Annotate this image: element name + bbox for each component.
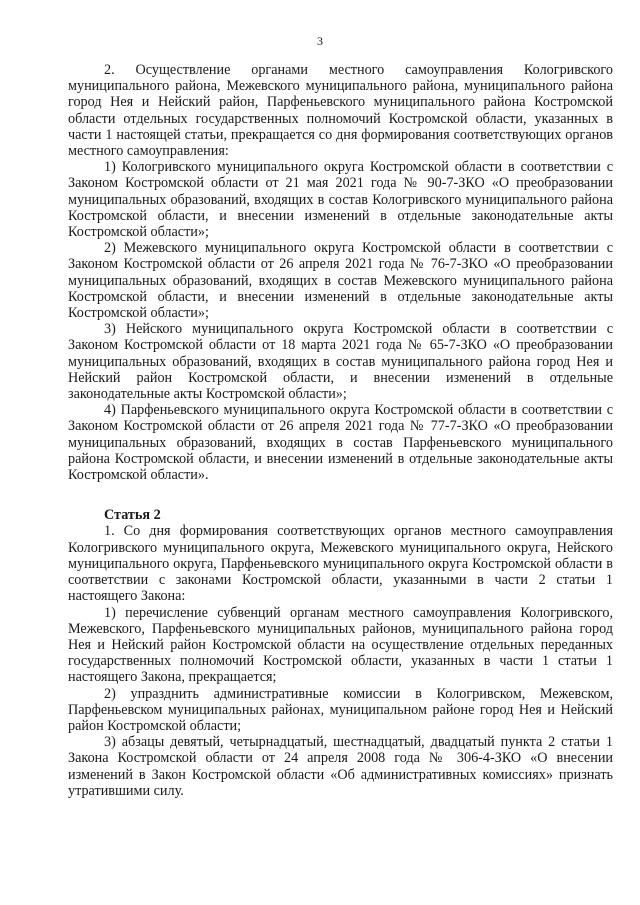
- list-item-3: 3) Нейского муниципального округа Костромской области в соответствии с Законом Костромской области от 18 марта 2021 года № 65-7-ЗКО «О преобразовании муниципальных образований, входящих в состав муниципального района город Нея и Нейский район Костромской области, и внесении изменений в отдельные законодательные акты Костромской области»;: [68, 321, 613, 403]
- list-item-4: 4) Парфеньевского муниципального округа Костромской области в соответствии с Законом Костромской области от 26 апреля 2021 года № 77-7-ЗКО «О преобразовании муниципальных образований, входящих в состав Парфеньевского муниципального района Костромской области, и внесении изменений в отдельные законодательные акты Костромской области».: [68, 402, 613, 484]
- article-heading: Статья 2: [104, 507, 161, 524]
- article-2-item-2: 2) упразднить административные комиссии в Кологривском, Межевском, Парфеньевском муниципальных районах, муниципальном районе город Нея и Нейский район Костромской области;: [68, 685, 613, 734]
- article-2-item-1: 1) перечисление субвенций органам местного самоуправления Кологривского, Межевского, Парфеньевского муниципальных районов, муниципального района город Нея и Нейский район Костромской области на осуществление отдельных переданных государственных полномочий Костромской области, указанных в части 1 статьи 1 настоящего Закона, прекращается;: [68, 604, 613, 686]
- article-2-part-1: 1. Со дня формирования соответствующих органов местного самоуправления Кологривского муниципального округа, Межевского муниципального округа, Нейского муниципального округа, Парфеньевского муниципального округа Костромской области в соответствии с законами Костромской области, указанными в части 2 статьи 1 настоящего Закона:: [68, 523, 613, 605]
- list-item-2: 2) Межевского муниципального округа Костромской области в соответствии с Законом Костромской области от 26 апреля 2021 года № 76-7-ЗКО «О преобразовании муниципальных образований, входящих в состав Межевского муниципального района Костромской области, и внесении изменений в отдельные законодательные акты Костромской области»;: [68, 240, 613, 322]
- section-gap: [68, 483, 613, 507]
- article-2-item-3: 3) абзацы девятый, четырнадцатый, шестнадцатый, двадцатый пункта 2 статьи 1 Закона Костромской области от 24 апреля 2008 года № 306-4-ЗКО «О внесении изменений в Закон Костромской области «Об административных комиссиях» признать утратившими силу.: [68, 734, 613, 799]
- paragraph-part-2: 2. Осуществление органами местного самоуправления Кологривского муниципального района, Межевского муниципального района, муниципального района город Нея и Нейский район, Парфеньевского муниципального района Костромской области отдельных государственных полномочий Костромской области, указанных в части 1 настоящей статьи, прекращается со дня формирования соответствующих органов местного самоуправления:: [68, 62, 613, 160]
- page-number: 3: [317, 34, 323, 48]
- list-item-1: 1) Кологривского муниципального округа Костромской области в соответствии с Законом Костромской области от 21 мая 2021 года № 90-7-ЗКО «О преобразовании муниципальных образований, входящих в состав Кологривского муниципального района Костромской области, и внесении изменений в отдельные законодательные акты Костромской области»;: [68, 159, 613, 241]
- document-body: [68, 62, 613, 799]
